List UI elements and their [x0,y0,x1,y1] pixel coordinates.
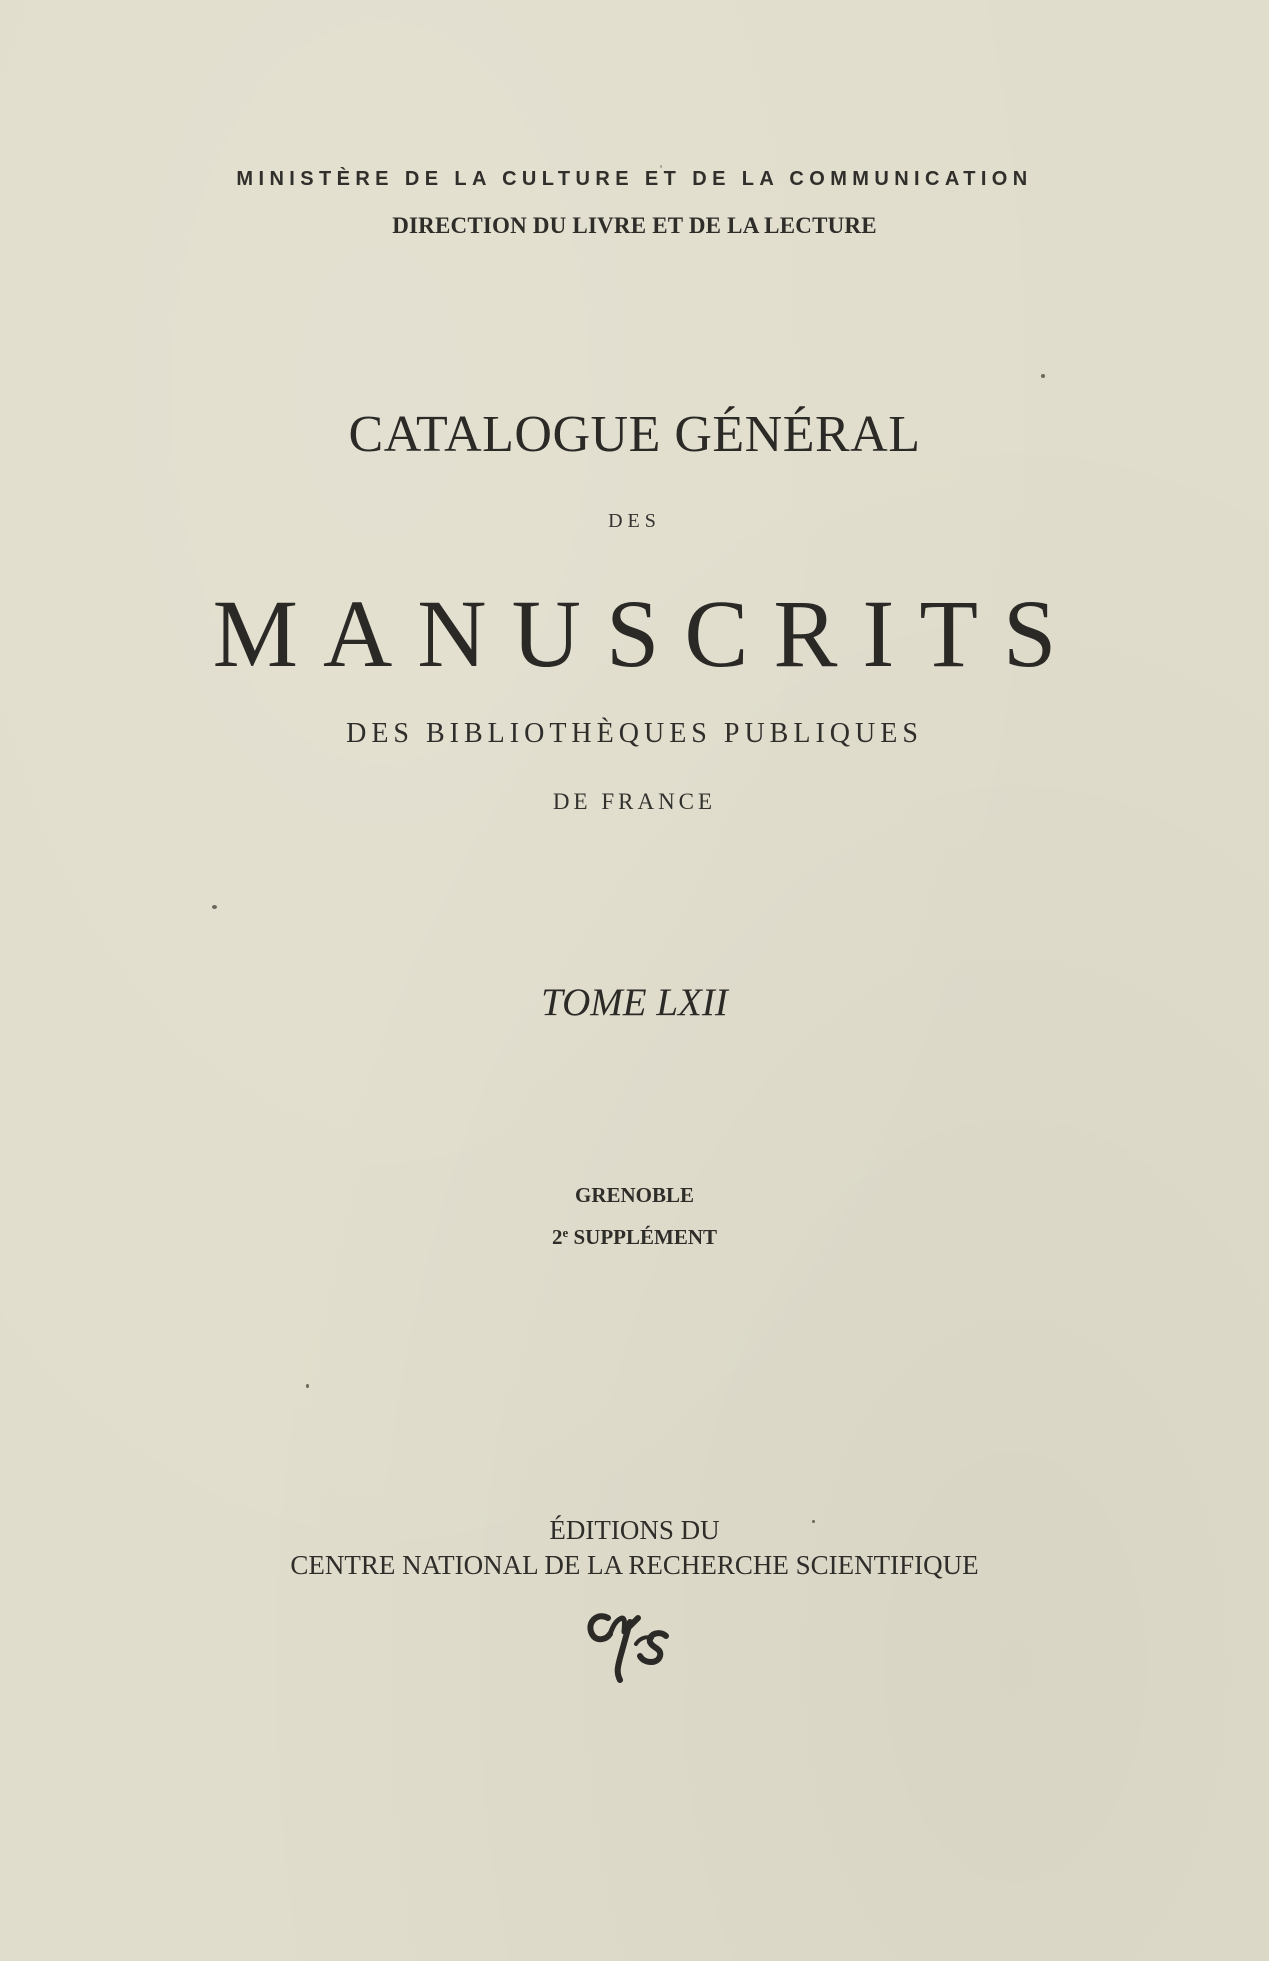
publisher-editions: ÉDITIONS DU [549,1515,720,1545]
title-bibliotheques-publiques: DES BIBLIOTHÈQUES PUBLIQUES [346,718,923,749]
supplement-ordinal-suffix: e [562,1225,569,1240]
cnrs-monogram-logo [580,1600,690,1700]
publisher-name: CENTRE NATIONAL DE LA RECHERCHE SCIENTIFIQUE [290,1550,979,1580]
direction-heading: DIRECTION DU LIVRE ET DE LA LECTURE [392,213,877,238]
title-des: DES [608,510,661,532]
subject-supplement [0,1225,1269,1250]
paper-speck [1041,374,1045,378]
ministry-heading: MINISTÈRE DE LA CULTURE ET DE LA COMMUNICATION [236,168,1033,190]
paper-speck [812,1520,815,1523]
subject-city: GRENOBLE [574,1183,695,1207]
supplement-number: 2 [551,1225,563,1249]
paper-speck [212,905,217,909]
supplement-label: SUPPLÉMENT [573,1225,718,1249]
title-de-france: DE FRANCE [552,789,717,814]
volume-tome: TOME LXII [541,981,728,1024]
title-manuscrits: MANUSCRITS [212,580,1082,687]
paper-speck [306,1384,309,1388]
paper-speck [660,165,662,168]
title-catalogue-general: CATALOGUE GÉNÉRAL [348,406,921,463]
